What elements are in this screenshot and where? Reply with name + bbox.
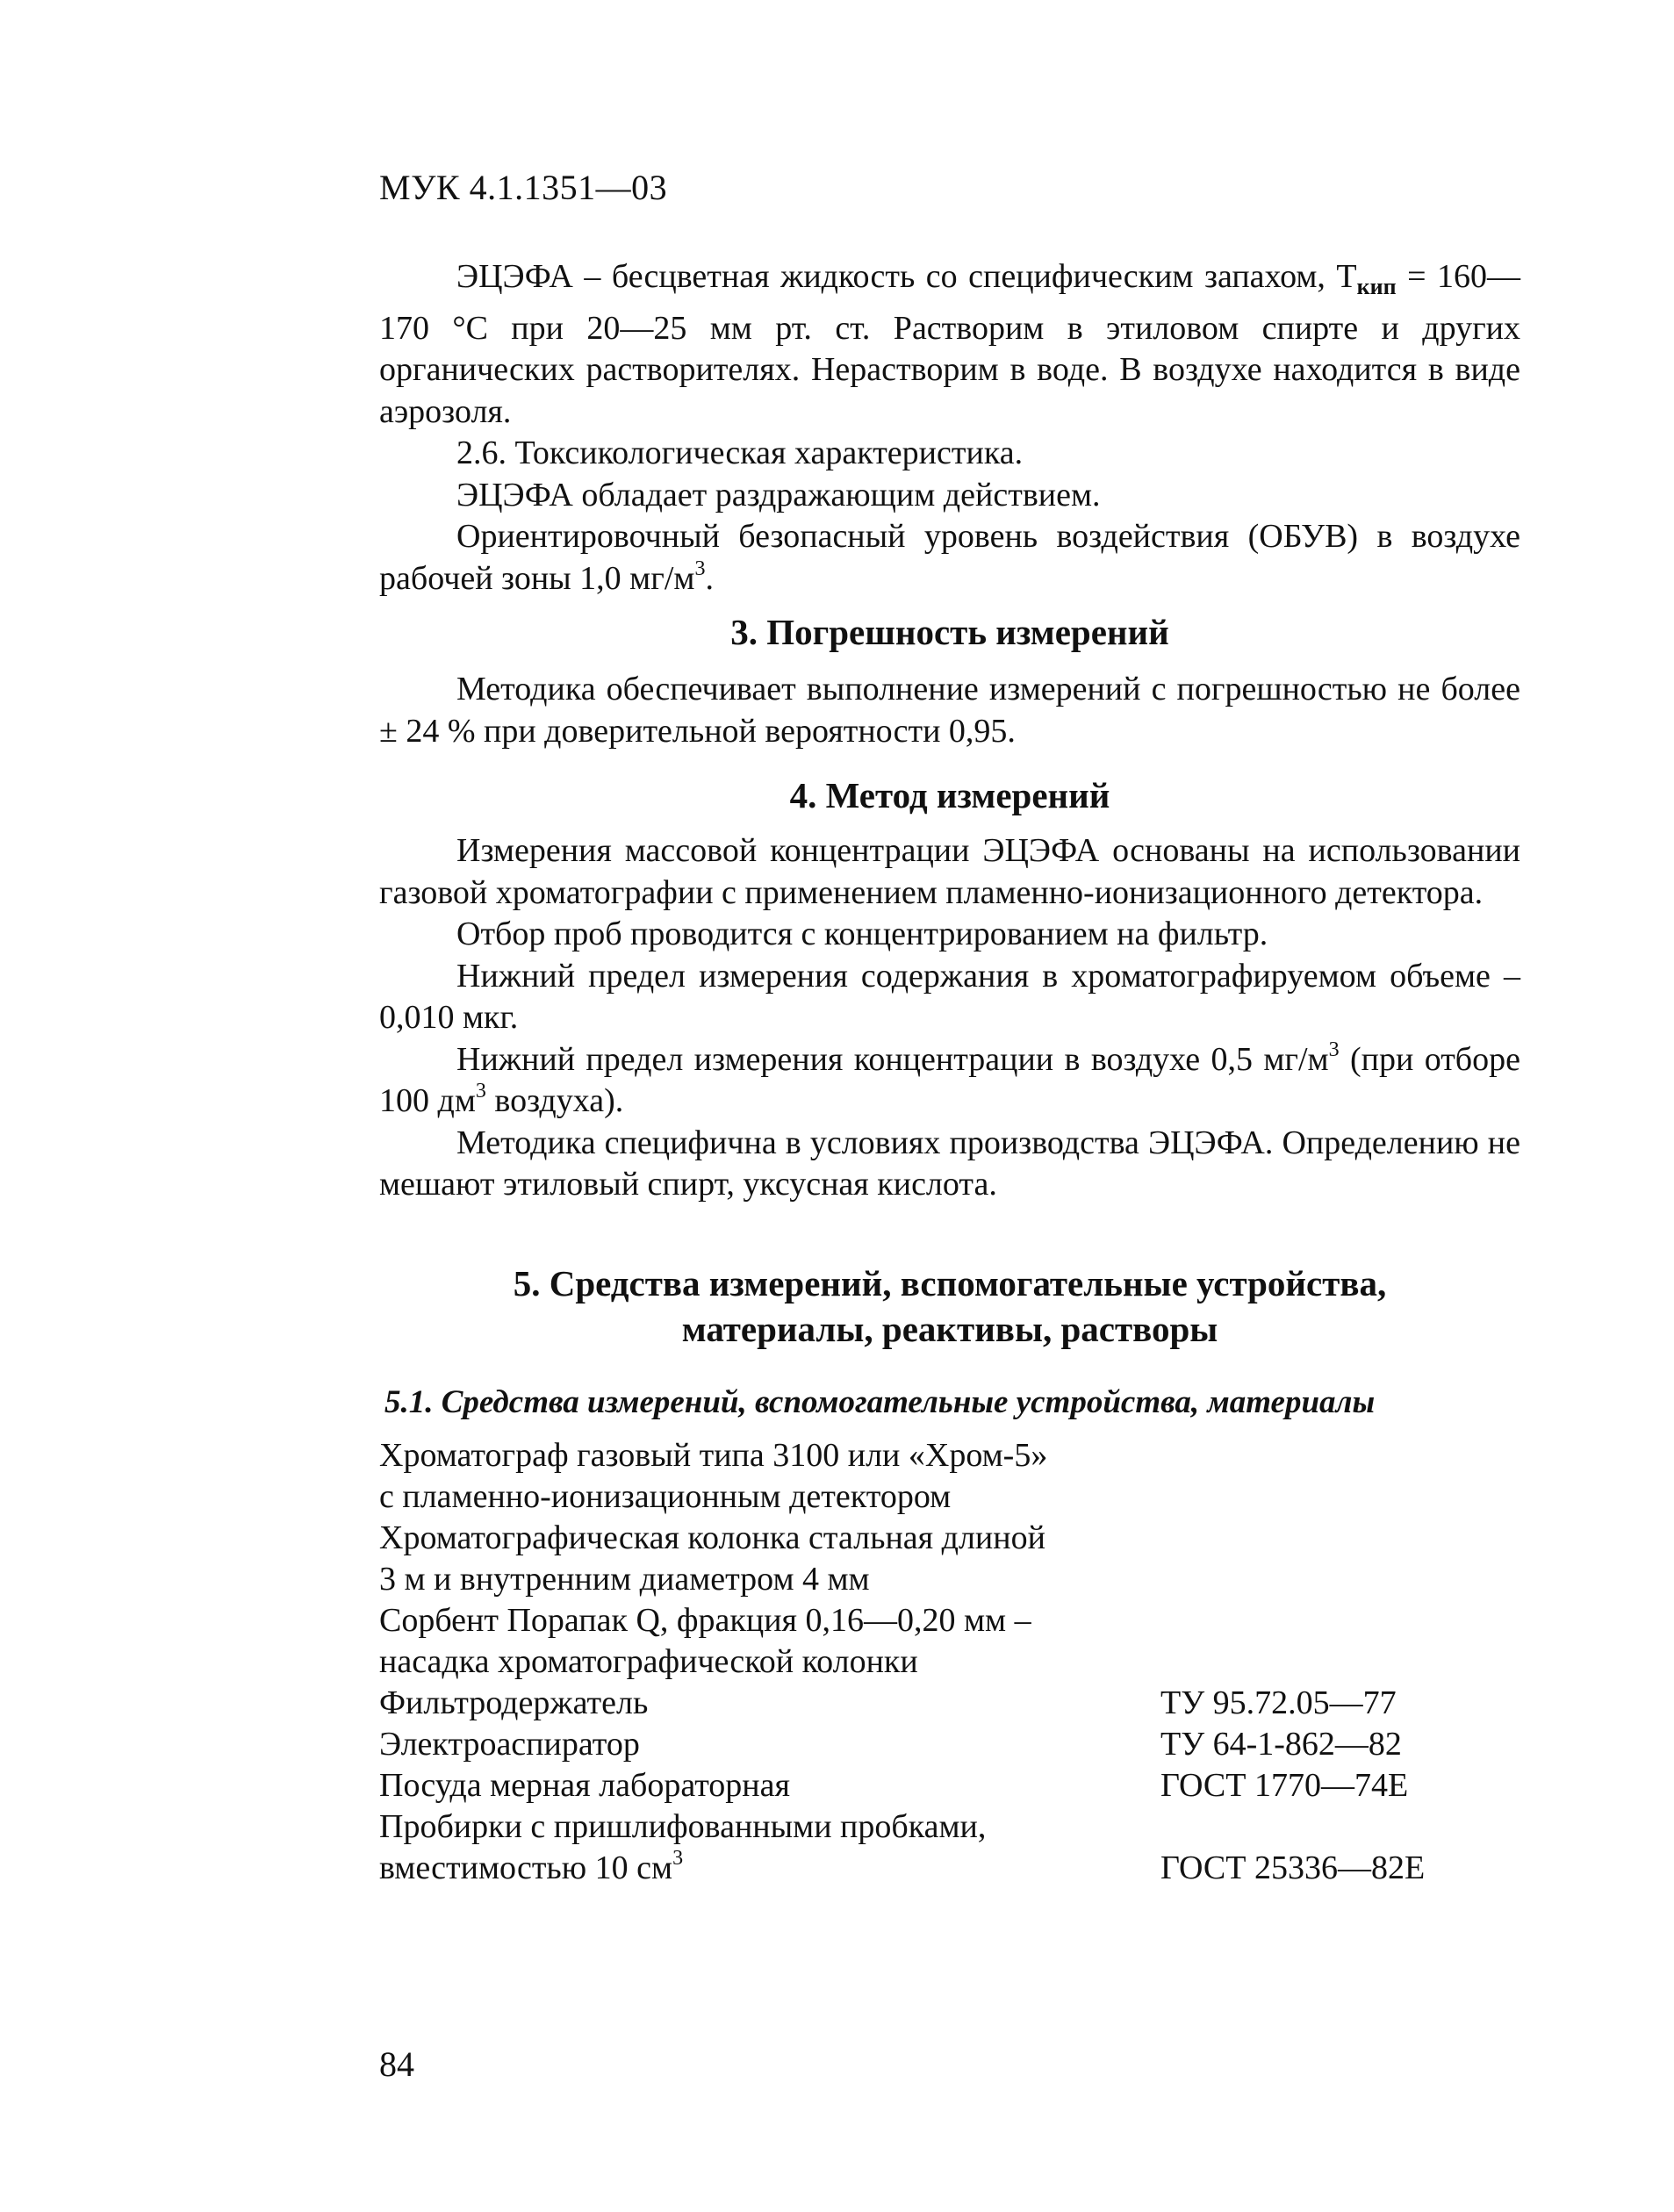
equipment-name: Сорбент Порапак Q, фракция 0,16—0,20 мм – bbox=[379, 1602, 1031, 1639]
equipment-name: Хроматографическая колонка стальная длиной bbox=[379, 1519, 1045, 1556]
intro-paragraph-3: ЭЦЭФА обладает раздражающим действием. bbox=[456, 476, 1101, 514]
section-4-paragraph-5: Методика специфична в условиях производства ЭЦЭФА. Определению не мешают этиловый спирт, уксусная кислота. bbox=[379, 1124, 1520, 1203]
equipment-row bbox=[379, 1765, 1520, 1806]
section-5-title-line-1: 5. Средства измерений, вспомогательные устройства, bbox=[513, 1263, 1387, 1304]
equipment-name: Пробирки с пришлифованными пробками, bbox=[379, 1808, 987, 1845]
equipment-name: с пламенно-ионизационным детектором bbox=[379, 1478, 952, 1515]
equipment-name: вместимостью 10 $см^3$ bbox=[379, 1847, 684, 1886]
equipment-row bbox=[379, 1683, 1520, 1724]
section-3-title: 3. Погрешность измерений bbox=[730, 612, 1169, 652]
equipment-row bbox=[379, 1518, 1520, 1559]
section-4-paragraph-1: Измерения массовой концентрации ЭЦЭФА основаны на использовании газовой хроматографии с применением пламенно-ионизационного детектора. bbox=[379, 832, 1520, 911]
equipment-name: Посуда мерная лабораторная bbox=[379, 1767, 790, 1804]
section-4-title: 4. Метод измерений bbox=[789, 775, 1110, 815]
equipment-name: насадка хроматографической колонки bbox=[379, 1643, 918, 1680]
section-5-1-subtitle: 5.1. Средства измерений, вспомогательные устройства, материалы bbox=[384, 1384, 1376, 1420]
section-3-body bbox=[379, 669, 1520, 752]
equipment-list bbox=[379, 1435, 1520, 1889]
equipment-row bbox=[379, 1848, 1520, 1889]
equipment-standard: ГОСТ 1770—74Е bbox=[1160, 1767, 1409, 1804]
equipment-name: Фильтродержатель bbox=[379, 1684, 649, 1721]
equipment-name: Электроаспиратор bbox=[379, 1726, 640, 1763]
intro-paragraph-1: ЭЦЭФА – бесцветная жидкость со специфическим запахом, $Т_{кип}$ = 160—170 °С при 20—25 мм рт. ст. Растворим в этиловом спирте и других органических растворителях. Нерастворим в воде. В воздухе находится в виде аэрозоля. bbox=[379, 258, 1520, 430]
equipment-name: 3 м и внутренним диаметром 4 мм bbox=[379, 1561, 870, 1598]
section-4-paragraph-2: Отбор проб проводится с концентрированием на фильтр. bbox=[456, 916, 1268, 952]
intro-block bbox=[379, 256, 1520, 600]
page-number: 84 bbox=[379, 2044, 414, 2084]
equipment-standard: ГОСТ 25336—82Е bbox=[1160, 1849, 1426, 1886]
equipment-name: Хроматограф газовый типа 3100 или «Хром-5» bbox=[379, 1437, 1048, 1474]
equipment-row bbox=[379, 1806, 1520, 1848]
intro-paragraph-4: Ориентировочный безопасный уровень воздействия (ОБУВ) в воздухе рабочей зоны 1,0 $мг/м^3$. bbox=[379, 518, 1520, 597]
equipment-standard: ТУ 64-1-862—82 bbox=[1160, 1726, 1402, 1763]
equipment-row bbox=[379, 1476, 1520, 1518]
equipment-row bbox=[379, 1559, 1520, 1600]
section-4-body bbox=[379, 830, 1520, 1206]
section-4-paragraph-4: Нижний предел измерения концентрации в воздухе 0,5 $мг/м^3$ (при отборе 100 $дм^3$ воздуха). bbox=[379, 1038, 1521, 1119]
intro-paragraph-2: 2.6. Токсикологическая характеристика. bbox=[456, 434, 1024, 471]
equipment-row bbox=[379, 1641, 1520, 1683]
equipment-row bbox=[379, 1724, 1520, 1765]
equipment-row bbox=[379, 1435, 1520, 1476]
section-3-paragraph-1: Методика обеспечивает выполнение измерений с погрешностью не более ± 24 % при доверительной вероятности 0,95. bbox=[379, 671, 1520, 750]
equipment-standard: ТУ 95.72.05—77 bbox=[1160, 1684, 1397, 1721]
section-4-paragraph-3: Нижний предел измерения содержания в хроматографируемом объеме – 0,010 мкг. bbox=[379, 957, 1520, 1036]
section-5-title-line-2: материалы, реактивы, растворы bbox=[681, 1309, 1218, 1349]
section-5-title bbox=[379, 1260, 1520, 1352]
equipment-row bbox=[379, 1600, 1520, 1641]
document-code-header: МУК 4.1.1351—03 bbox=[379, 168, 668, 207]
